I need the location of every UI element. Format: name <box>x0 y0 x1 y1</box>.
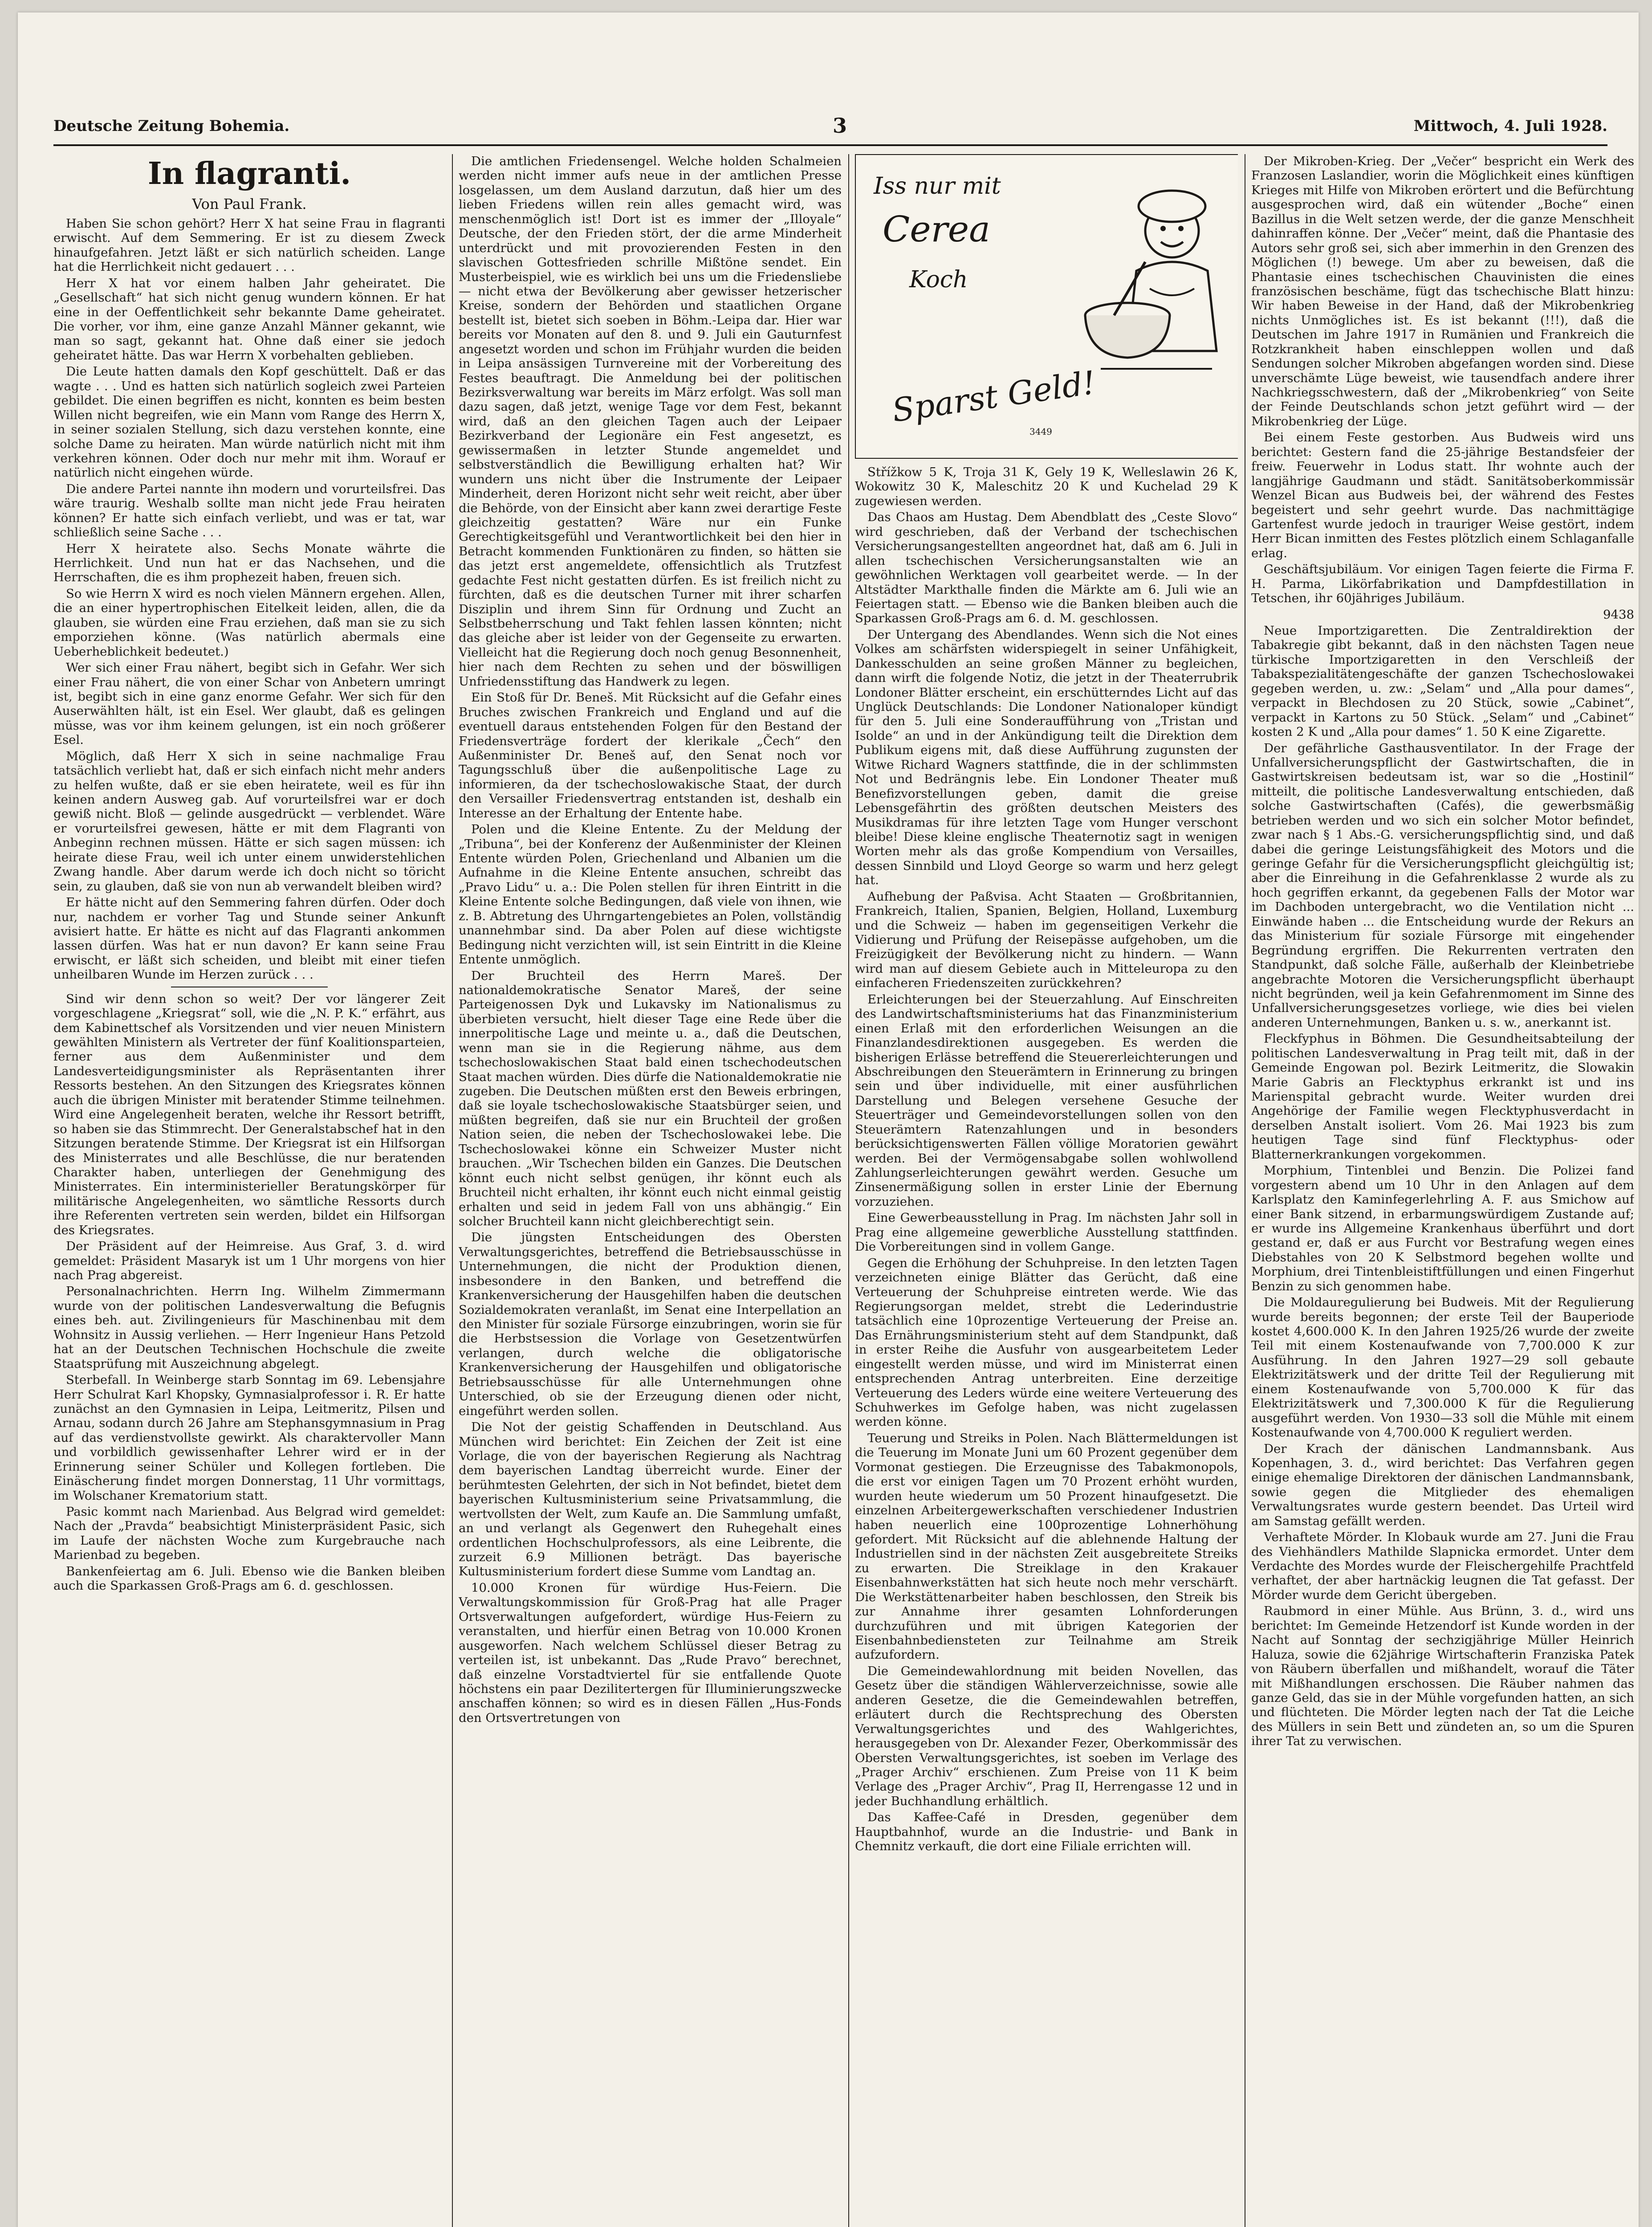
article-paragraph: Die andere Partei nannte ihn modern und vorurteilsfrei. Das wäre traurig. Weshalb sollte man nicht jede Frau heiraten können? Er hatte sich einfach verliebt, und was er tat, war schließlich seine Sache . . . <box>53 481 445 540</box>
news-item: Teuerung und Streiks in Polen. Nach Blättermeldungen ist die Teuerung im Monate Juni um 60 Prozent gegenüber dem Vormonat gestiegen. Die Erzeugnisse des Tabakmonopols, die erst vor einigen Tagen um 70 Prozent erhöht wurden, wurden heute wiederum um 50 Prozent hinaufgesetzt. Die einzelnen Arbeitergewerkschaften verschiedener Industrien haben neuerlich eine 100prozentige Lohnerhöhung gefordert. Mit Rücksicht auf die ablehnende Haltung der Industriellen sind in der nächsten Zeit ausgebreitete Streiks zu erwarten. Die Streiklage in den Krakauer Eisenbahnwerkstätten hat sich heute noch mehr verschärft. Die Werkstättenarbeiter haben beschlossen, den Streik bis zur Annahme ihrer gesamten Lohnforderungen durchzuführen und mit übrigen Kategorien der Eisenbahnbediensteten zur Teilnahme am Streik aufzufordern. <box>855 1431 1238 1662</box>
news-item: Die amtlichen Friedensengel. Welche holden Schalmeien werden nicht immer aufs neue in der amtlichen Presse losgelassen, um dem Ausland darzutun, daß hier um des lieben Friedens willen rein alles gemacht wird, was menschenmöglich ist! Dort ist es immer der „Illoyale“ Deutsche, der den Frieden stört, der die arme Minderheit unterdrückt und mit provozierenden Festen in den slavischen Gottesfrieden schrille Mißtöne sendet. Ein Musterbeispiel, wie es wirklich bei uns um die Friedensliebe — nicht etwa der Bevölkerung aber gewisser hetzerischer Kreise, sondern der Behörden und staatlichen Organe bestellt ist, bietet sich soeben in Böhm.-Leipa dar. Hier war bereits vor Monaten auf den 8. und 9. Juli ein Gauturnfest angesetzt worden und schon im Frühjahr wurden die beiden in Leipa ansässigen Turnvereine mit der Vorbereitung des Festes beauftragt. Die Anmeldung bei der politischen Bezirksverwaltung war bereits im März erfolgt. Was soll man dazu sagen, daß jetzt, wenige Tage vor dem Fest, bekannt wird, daß an den gleichen Tagen auch der Leipaer Bezirkverband der Legionäre ein Fest angesetzt, es gewissermaßen in letzter Stunde angemeldet und selbstverständlich die Bewilligung erhalten hat? Wir wundern uns nicht über die Instrumente der Leipaer Minderheit, deren Horizont nicht sehr weit reicht, aber über die Behörde, von der Einsicht aber kann zwei derartige Feste gleichzeitig gestatten? Wäre nur ein Funke Gerechtigkeitsgefühl und Verantwortlichkeit bei den hier in Betracht kommenden Funktionären zu finden, so hätten sie das jetzt erst angemeldete, offensichtlich als Trutzfest gedachte Fest nicht gestatten dürfen. Es ist freilich nicht zu fürchten, daß es die deutschen Turner mit ihrer scharfen Disziplin und ihrem Sinn für Ordnung und Zucht an Selbstbeherrschung und Takt fehlen lassen könnten; nicht das gleiche aber ist leider von der Gegenseite zu erwarten. Vielleicht hat die Regierung doch noch genug Besonnenheit, hier nach dem Rechten zu sehen und der böswilligen Unfriedensstiftung das Handwerk zu legen. <box>459 154 842 689</box>
news-item: Střížkow 5 K, Troja 31 K, Gely 19 K, Welleslawin 26 K, Wokowitz 30 K, Maleschitz 20 K und Kuchelad 29 K zugewiesen werden. <box>855 465 1238 508</box>
news-item: Bankenfeiertag am 6. Juli. Ebenso wie die Banken bleiben auch die Sparkassen Groß-Prags am 6. d. geschlossen. <box>53 1564 445 1593</box>
news-item: Personalnachrichten. Herrn Ing. Wilhelm Zimmermann wurde von der politischen Landesverwaltung die Befugnis eines beh. aut. Zivilingenieurs für Maschinenbau mit dem Wohnsitz in Aussig verliehen. — Herr Ingenieur Hans Petzold hat an der Deutschen Technischen Hochschule die zweite Staatsprüfung mit Auszeichnung abgelegt. <box>53 1284 445 1371</box>
news-item: Ein Stoß für Dr. Beneš. Mit Rücksicht auf die Gefahr eines Bruches zwischen Frankreich und England und auf die eventuell daraus entstehenden Folgen für den Bestand der Friedensverträge fordert der klerikale „Čech“ den Außenminister Dr. Beneš auf, den Senat noch vor Tagungsschluß über die außenpolitische Lage zu informieren, da der tschechoslowakische Staat, der durch den Versailler Friedensvertrag entstanden ist, deshalb ein Interesse an der Erhaltung der Entente habe. <box>459 690 842 820</box>
news-item: Das Chaos am Hustag. Dem Abendblatt des „Ceste Slovo“ wird geschrieben, daß der Verband der tschechischen Versicherungsangestellten angeordnet hat, daß am 6. Juli in allen tschechischen Versicherungsanstalten wie an gewöhnlichen Werktagen voll gearbeitet werde. — In der Altstädter Markthalle finden die Märkte am 6. Juli wie an Feiertagen statt. — Ebenso wie die Banken bleiben auch die Sparkassen Groß-Prags am 6. d. M. geschlossen. <box>855 510 1238 626</box>
news-item: 10.000 Kronen für würdige Hus-Feiern. Die Verwaltungskommission für Groß-Prag hat alle Prager Ortsverwaltungen aufgefordert, würdige Hus-Feiern zu veranstalten, und hierfür einen Betrag von 10.000 Kronen ausgeworfen. Nach welchem Schlüssel dieser Betrag zu verteilen ist, ist unbekannt. Das „Rude Pravo“ berechnet, daß einzelne Vorstadtviertel für sie entfallende Quote höchstens ein paar Dezilitertergen für Illuminierungszwecke anschaffen können; so wird es in diesen Fällen „Hus-Fonds den Ortsvertretungen von <box>459 1580 842 1725</box>
issue-date: Mittwoch, 4. Juli 1928. <box>1413 117 1607 135</box>
newspaper-name: Deutsche Zeitung Bohemia. <box>53 117 290 135</box>
news-item: Der Untergang des Abendlandes. Wenn sich die Not eines Volkes am schärfsten widerspiegelt in seiner Unfähigkeit, Dankesschulden an seine großen Männer zu begleichen, dann wirft die folgende Notiz, die jetzt in der Theaterrubrik Londoner Blätter erscheint, ein erschütterndes Licht auf das Unglück Deutschlands: Die Londoner Nationaloper kündigt für den 5. Juli eine Sonderaufführung von „Tristan und Isolde“ an und in der Ankündigung teilt die Direktion dem Publikum eigens mit, daß diese Aufführung zugunsten der Witwe Richard Wagners stattfinde, die in der schlimmsten Not und Bedrängnis lebe. Ein Londoner Theater muß Benefizvorstellungen geben, damit die greise Lebensgefährtin des größten deutschen Meisters des Musikdramas für ihre letzten Tage vom Hunger verschont bleibe! Diese kleine englische Theaternotiz sagt in wenigen Worten mehr als das große Kompendium von Versailles, dessen Sinnbild und Lloyd George so warm und herz gelegt hat. <box>855 627 1238 888</box>
news-item: Der Präsident auf der Heimreise. Aus Graf, 3. d. wird gemeldet: Präsident Masaryk ist um 1 Uhr morgens von hier nach Prag abgereist. <box>53 1239 445 1283</box>
news-item: Der gefährliche Gasthausventilator. In der Frage der Unfallversicherungspflicht der Gastwirtschaften, die in Gastwirtskreisen bedeutsam ist, war so die „Hostinil“ mitteilt, die politische Landesverwaltung entschieden, daß solche Gastwirtschaften (Cafés), die gewerbsmäßig betrieben werden und wo sich ein solcher Motor befindet, zwar nach § 1 Abs.-G. versicherungspflichtig sind, und daß dabei die geringe Leistungsfähigkeit des Motors und die geringe Gefahr für die Versicherungspflicht gleichgültig ist; aber die Einreihung in die Gefahrenklasse 2 wurde als zu hoch gegriffen erkannt, da gegebenen Falls der Motor war im Dachboden untergebracht, wo die Ventilation nicht ... Einwände haben ... die Entscheidung wurde der Rekurs an das Ministerium für soziale Fürsorge mit eingehender Begründung ergriffen. Die Rekurrenten vertraten den Standpunkt, daß solche Fälle, außerhalb der Kleinbetriebe angebrachte Motoren die Versicherungspflicht überhaupt nicht begründen, weil ja kein Gefahrenmoment im Sinne des Unfallversicherungsgesetzes vorliege, wie dies bei vielen anderen Unternehmungen, Banken u. s. w., anerkannt ist. <box>1251 741 1634 1030</box>
news-item: Der Mikroben-Krieg. Der „Večer“ bespricht ein Werk des Franzosen Laslandier, worin die Möglichkeit eines künftigen Krieges mit Hilfe von Mikroben erörtert und die Befürchtung ausgesprochen wird, daß ein wütender „Boche“ einen Bazillus in die Welt setzen werde, der die ganze Menschheit dahinraffen könne. Der „Večer“ meint, daß die Phantasie des Autors sehr groß sei, sich aber immerhin in den Grenzen des Möglichen (!) bewege. Um aber zu beweisen, daß die Phantasie eines tschechischen Chauvinisten die eines französischen beschäme, fügt das tschechische Blatt hinzu: Wir haben Beweise in der Hand, daß der Mikrobenkrieg nichts Unmögliches ist. Es ist bekannt (!!!), daß die Deutschen im Jahre 1917 in Rumänien und Frankreich die Rotzkrankheit haben einschleppen wollen und daß Sendungen solcher Mikroben abgefangen worden sind. Diese unverschämte Lüge beweist, wie tausendfach andere ihrer Nachkriegsschwestern, daß der „Mikrobenkrieg“ von Seite der Feinde Deutschlands schon jetzt geführt wird — der Mikrobenkrieg der Lüge. <box>1251 154 1634 428</box>
news-item: Die Gemeindewahlordnung mit beiden Novellen, das Gesetz über die ständigen Wählerverzeichnisse, sowie alle anderen Gesetze, die die Gemeindewahlen betreffen, erläutert durch die Rechtsprechung des Obersten Verwaltungsgerichtes und des Wahlgerichtes, herausgegeben von Dr. Alexander Fezer, Oberkommissär des Obersten Verwaltungsgerichtes, ist soeben im Verlage des „Prager Archiv“ erschienen. Zum Preise von 11 K beim Verlage des „Prager Archiv“, Prag II, Herrengasse 12 und in jeder Buchhandlung erhältlich. <box>855 1664 1238 1808</box>
news-item: Bei einem Feste gestorben. Aus Budweis wird uns berichtet: Gestern fand die 25-jährige Bestandsfeier der freiw. Feuerwehr in Lodus statt. Ihr wohnte auch der langjährige Gaudmann und städt. Sanitätsoberkommissär Wenzel Bican aus Budweis bei, der während des Festes begeistert und sehr geehrt wurde. Das nachmittägige Gartenfest wurde jedoch in trauriger Weise gestört, indem Herr Bican inmitten des Festes plötzlich einem Schlaganfalle erlag. <box>1251 430 1634 560</box>
news-item: Aufhebung der Paßvisa. Acht Staaten — Großbritannien, Frankreich, Italien, Spanien, Belgien, Holland, Luxemburg und die Schweiz — haben im gegenseitigen Verkehr die Vidierung und Prüfung der Reisepässe aufgehoben, um die Freizügigkeit der Bevölkerung nicht zu hindern. — Wann wird man auf diesem Gebiete auch in Mitteleuropa zu den einfacheren Friedenszeiten zurückkehren? <box>855 889 1238 991</box>
news-item: Sterbefall. In Weinberge starb Sonntag im 69. Lebensjahre Herr Schulrat Karl Khopsky, Gymnasialprofessor i. R. Er hatte zunächst an den Gymnasien in Leipa, Leitmeritz, Pilsen und Arnau, sodann durch 26 Jahre am Stephansgymnasium in Prag auf das verdienstvollste gewirkt. Als charaktervoller Mann und vorbildlich gewissenhafter Lehrer wird er in der Erinnerung seiner Schüler und Kollegen fortleben. Die Einäscherung findet morgen Donnerstag, 11 Uhr vormittags, im Wolschaner Krematorium statt. <box>53 1373 445 1503</box>
news-item: Erleichterungen bei der Steuerzahlung. Auf Einschreiten des Landwirtschaftsministeriums hat das Finanzministerium einen Erlaß mit den erforderlichen Weisungen an die Finanzlandesdirektionen ausgegeben. Es werden die bisherigen Erlässe betreffend die Steuererleichterungen und Abschreibungen den Steuerämtern in Erinnerung zu bringen sein und über individuelle, mit einer ausführlichen Darstellung und Belegen versehene Gesuche der Steuerträger und Gemeindevorstellungen sollen von den Steuerämtern Ratenzahlungen und in besonders berücksichtigenswerten Fällen völlige Moratorien gewährt werden. Bei der Vermögensabgabe sollen wohlwollend Zahlungserleichterungen gewährt werden. Gesuche um Zinsenermäßigung sollen in erster Linie der Ebernung vorzuziehen. <box>855 992 1238 1209</box>
news-item: Verhaftete Mörder. In Klobauk wurde am 27. Juni die Frau des Viehhändlers Mathilde Slapnicka ermordet. Unter dem Verdachte des Mordes wurde der Fleischergehilfe Prachtfeld verhaftet, der aber hartnäckig leugnen die Tat gefasst. Der Mörder wurde dem Gericht übergeben. <box>1251 1530 1634 1602</box>
news-item: Die Not der geistig Schaffenden in Deutschland. Aus München wird berichtet: Ein Zeichen der Zeit ist eine Vorlage, die von der bayerischen Regierung als Nachtrag dem bayerischen Landtag überreicht wurde. Einer der berühmtesten Gelehrten, der sich in Not befindet, bietet dem bayerischen Kultusministerium seine Privatsammlung, die wertvollsten der Welt, zum Kaufe an. Die Sammlung umfaßt, an und verlangt als Gegenwert den Ruhegehalt eines ordentlichen Hochschulprofessors, als eine Leibrente, die zurzeit 6.9 Millionen beträgt. Das bayerische Kultusministerium fordert diese Summe vom Landtag an. <box>459 1420 842 1579</box>
advertisement <box>855 154 1238 459</box>
ad-brand: Cerea <box>883 208 990 250</box>
feuilleton-title: In flagranti. <box>147 156 351 192</box>
news-item: Neue Importzigaretten. Die Zentraldirektion der Tabakregie gibt bekannt, daß in den nächsten Tagen neue türkische Importzigaretten in den Verschleiß der Tabakspezialitätengeschäfte der ganzen Tschechoslowakei gegeben werden, u. zw.: „Selam“ und „Alla pour dames“, verpackt in Blechdosen zu 20 Stück, sowie „Cabinet“, verpackt in Kartons zu 50 Stück. „Selam“ und „Cabinet“ kosten 2 K und „Alla pour dames“ 1. 50 K eine Zigarette. <box>1251 624 1634 739</box>
article-paragraph: Herr X hat vor einem halben Jahr geheiratet. Die „Gesellschaft“ hat sich nicht genug wundern können. Er hat eine in der Oeffentlichkeit sehr bekannte Dame geheiratet. Die vorher, vor ihm, eine ganze Anzahl Männer gekannt, wie man so sagt, gekannt hat. Ohne daß einer sie jedoch geheiratet hätte. Das war Herrn X vorbehalten geblieben. <box>53 276 445 363</box>
feuilleton-byline: Von Paul Frank. <box>192 196 307 213</box>
news-item: Der Bruchteil des Herrn Mareš. Der nationaldemokratische Senator Mareš, der seine Parteigenossen Dyk und Lukavsky im Nationalismus zu überbieten versucht, hielt dieser Tage eine Rede über die innerpolitische Lage und meinte u. a., daß die Deutschen, wenn man sie in die Regierung nähme, aus dem tschechoslowakischen Staat bald einen tschechodeutschen Staat machen würden. Dies dürfe die Nationaldemokratie nie zugeben. Die Deutschen müßten erst den Beweis erbringen, daß sie loyale tschechoslowakische Staatsbürger seien, und müßten begreifen, daß sie nur ein Bruchteil der großen Nation seien, die neben der Tschechoslowakei lebe. Die Tschechoslowakei könne ein Schweizer Muster nicht brauchen. „Wir Tschechen bilden ein Ganzes. Die Deutschen könnt euch nicht selbst genügen, ihr könnt euch als Bruchteil nicht erhalten, ihr könnt euch nicht einmal geistig erhalten und seid in jedem Fall von uns abhängig.“ Ein solcher Bruchteil kann nicht gleichberechtigt sein. <box>459 968 842 1228</box>
column-2 <box>459 154 842 2227</box>
article-paragraph: So wie Herrn X wird es noch vielen Männern ergehen. Allen, die an einer hypertrophischen Eitelkeit leiden, allen, die da glauben, sie würden eine Frau erziehen, daß man sie zu sich emporziehen könne. (Was natürlich abermals eine Ueberheblichkeit bedeutet.) <box>53 586 445 659</box>
column-1 <box>53 154 445 2227</box>
column-rule <box>452 154 453 2227</box>
header-rule <box>53 144 1607 146</box>
news-item: Gegen die Erhöhung der Schuhpreise. In den letzten Tagen verzeichneten einige Blätter das Gerücht, daß eine Verteuerung der Schuhpreise eintreten werde. Wie das Regierungsorgan meldet, strebt die Lederindustrie tatsächlich eine 10prozentige Verteuerung der Preise an. Das Ernährungsministerium steht auf dem Standpunkt, daß in erster Reihe die Ausfuhr von ausgearbeitetem Leder eingestellt werden müsse, und wird im Ministerrat einen entsprechenden Antrag unterbreiten. Eine derzeitige Verteuerung des Leders würde eine weitere Verteuerung des Schuhwerkes im Gefolge haben, was nicht zugelassen werden könne. <box>855 1256 1238 1429</box>
ad-slogan: Sparst Geld! <box>890 363 1098 429</box>
column-rule <box>848 154 849 2227</box>
ad-text: Iss nur mit <box>874 173 1001 200</box>
news-item: Raubmord in einer Mühle. Aus Brünn, 3. d., wird uns berichtet: Im Gemeinde Hetzendorf ist Kunde worden in der Nacht auf Sonntag der sechzigjährige Müller Heinrich Haluza, sowie die 62jährige Wirtschafterin Franziska Patek von Räubern überfallen und mißhandelt, worauf die Täter mit Mißhandlungen erschossen. Die Räuber nahmen das ganze Geld, das sie in der Mühle vorgefunden hatten, an sich und flüchteten. Die Mörder legten nach der Tat die Leiche des Müllers in sein Bett und zündeten an, so um die Spuren ihrer Tat zu verwischen. <box>1251 1604 1634 1749</box>
article-paragraph: Möglich, daß Herr X sich in seine nachmalige Frau tatsächlich verliebt hat, daß er sich einfach nicht mehr anders zu helfen wußte, daß er sie eben heiratete, weil es für ihn keinen andern Ausweg gab. Auf vorurteilsfrei war er doch gewiß nicht. Bloß — gelinde ausgedrückt — verblendet. Wäre er vorurteilsfrei gewesen, hätte er mit dem Flagranti von Anbeginn rechnen müssen. Hätte er sich sagen müssen: ich heirate diese Frau, weil ich unter einem unwiderstehlichen Zwang handle. Aber darum werde ich doch nicht so töricht sein, zu glauben, daß sie von nun ab verwandelt bleiben wird? <box>53 749 445 893</box>
article-paragraph: Die Leute hatten damals den Kopf geschüttelt. Daß er das wagte . . . Und es hatten sich natürlich sogleich zwei Parteien gebildet. Die einen begriffen es nicht, konnten es beim besten Willen nicht begreifen, wie ein Mann vom Range des Herrn X, in seiner sozialen Stellung, sich dazu verstehen konnte, eine solche Dame zu heiraten. Man würde natürlich nicht mit ihm verkehren können. Oder doch nur mehr mit ihm. Worauf er natürlich nicht eingehen würde. <box>53 364 445 480</box>
page-header <box>53 114 1607 144</box>
news-item: Pasic kommt nach Marienbad. Aus Belgrad wird gemeldet: Nach der „Pravda“ beabsichtigt Ministerpräsident Pasic, sich im Laufe der nächsten Woche zum Kurgebrauche nach Marienbad zu begeben. <box>53 1505 445 1562</box>
news-item: Die Moldauregulierung bei Budweis. Mit der Regulierung wurde bereits begonnen; der erste Teil der Bauperiode kostet 4,600.000 K. In den Jahren 1925/26 wurde der zweite Teil mit einem Kostenaufwande von 7,700.000 K zur Ausführung. In den Jahren 1927—29 soll gebaute Elektrizitätswerk und der dritte Teil der Regulierung mit einem Kostenaufwande von 5,700.000 K für das Elektrizitätswerk und 7,300.000 K für die Regulierung ausgeführt werden. Von 1930—33 soll die Mühle mit einem Kostenaufwande von 4,700.000 K reguliert werden. <box>1251 1295 1634 1440</box>
news-item: Geschäftsjubiläum. Vor einigen Tagen feierte die Firma F. H. Parma, Likörfabrikation und Dampfdestillation in Tetschen, ihr 60jähriges Jubiläum. <box>1251 562 1634 606</box>
news-item: Die jüngsten Entscheidungen des Obersten Verwaltungsgerichtes, betreffend die Betriebsausschüsse in Unternehmungen, die nicht der Produktion dienen, insbesondere in den Banken, und betreffend die Krankenversicherung der Hausgehilfen haben die deutschen Sozialdemokraten veranlaßt, im Senat eine Interpellation an den Minister für soziale Fürsorge einzubringen, worin sie für die Herbstsession die Vorlage von Gesetzentwürfen verlangen, durch welche die obligatorische Krankenversicherung der Hausgehilfen und obligatorische Betriebsausschüsse für alle Unternehmungen ohne Unterschied, ob sie der Erzeugung dienen oder nicht, eingeführt werden sollen. <box>459 1230 842 1418</box>
ad-number: 3449 <box>1029 426 1052 437</box>
news-item: Sind wir denn schon so weit? Der vor längerer Zeit vorgeschlagene „Kriegsrat“ soll, wie die „N. P. K.“ erfährt, aus dem Kabinettschef als Vorsitzenden und vier neuen Ministern gewählten Ministern als Vertreter der fünf Koalitionsparteien, ferner aus dem Außenminister und dem Landesverteidigungsminister als Repräsentanten ihrer Ressorts bestehen. An den Sitzungen des Kriegsrates können auch die übrigen Minister mit beratender Stimme teilnehmen. Wird eine Angelegenheit beraten, welche ihr Ressort betrifft, so haben sie das Stimmrecht. Der Generalstabschef hat in den Sitzungen beratende Stimme. Der Kriegsrat ist ein Hilfsorgan des Ministerrates und alle Beschlüsse, die nur beratenden Charakter haben, unterliegen der Genehmigung des Ministerrates. Ein interministerieller Beratungskörper für militärische Angelegenheiten, wo sämtliche Ressorts durch ihre Referenten vertreten sein werden, bildet ein Hilfsorgan des Kriegsrates. <box>53 991 445 1237</box>
news-item: Fleckfyphus in Böhmen. Die Gesundheitsabteilung der politischen Landesverwaltung in Prag teilt mit, daß in der Gemeinde Engowan pol. Bezirk Leitmeritz, die Slowakin Marie Gabris an Flecktyphus erkrankt ist und ins Marienspital gebracht wurde. Weiter wurden drei Angehörige der Familie wegen Flecktyphusverdacht in derselben Anstalt isoliert. Vom 26. Mai 1923 bis zum heutigen Tage sind fünf Flecktyphus- oder Blatternerkrankungen vorgekommen. <box>1251 1032 1634 1162</box>
chef-illustration <box>1061 182 1230 387</box>
column-3 <box>855 154 1238 2227</box>
column-4 <box>1251 154 1634 2227</box>
news-item: Morphium, Tintenblei und Benzin. Die Polizei fand vorgestern abend um 10 Uhr in den Anlagen auf dem Karlsplatz den Kaminfegerlehrling A. F. aus Smichow auf einer Bank sitzend, in erbarmungswürdigem Zustande auf; er wurde ins Allgemeine Krankenhaus überführt und dort gestand er, daß er aus Furcht vor Bestrafung wegen eines Diebstahles von 20 K Selbstmord begehen wollte und Morphium, drei Tintenbleistiftfüllungen und einen Fingerhut Benzin zu sich genommen habe. <box>1251 1163 1634 1293</box>
news-item: Eine Gewerbeausstellung in Prag. Im nächsten Jahr soll in Prag eine allgemeine gewerbliche Ausstellung stattfinden. Die Vorbereitungen sind in vollem Gange. <box>855 1211 1238 1254</box>
ad-text: Koch <box>909 266 968 293</box>
article-paragraph: Er hätte nicht auf den Semmering fahren dürfen. Oder doch nur, nachdem er vorher Tag und Stunde seiner Ankunft avisiert hatte. Er hätte es nicht auf das Flagranti ankommen lassen dürfen. Was hat er nun davon? Er kann seine Frau erwischt, er läßt sich scheiden, und bleibt mit einer tiefen unheilbaren Wunde im Herzen zurück . . . <box>53 895 445 982</box>
news-item: Der Krach der dänischen Landmannsbank. Aus Kopenhagen, 3. d., wird berichtet: Das Verfahren gegen einige ehemalige Direktoren der dänischen Landmannsbank, sowie gegen die Mitglieder des ehemaligen Verwaltungsrates wurde gestern beendet. Das Urteil wird am Samstag gefällt werden. <box>1251 1441 1634 1528</box>
article-paragraph: Haben Sie schon gehört? Herr X hat seine Frau in flagranti erwischt. Auf dem Semmering. Er ist zu diesem Zweck hinaufgefahren. Jetzt läßt er sich natürlich scheiden. Lange hat die Herrlichkeit nicht gedauert . . . <box>53 216 445 274</box>
newspaper-page <box>18 12 1639 2227</box>
notice-number: 9438 <box>1603 607 1634 622</box>
news-item: Das Kaffee-Café in Dresden, gegenüber dem Hauptbahnhof, wurde an die Industrie- und Bank in Chemnitz verkauft, die dort eine Filiale errichten will. <box>855 1810 1238 1854</box>
page-number: 3 <box>833 114 847 138</box>
news-item: Polen und die Kleine Entente. Zu der Meldung der „Tribuna“, bei der Konferenz der Außenminister der Kleinen Entente würden Polen, Griechenland und Albanien um die Aufnahme in die Kleine Entente ansuchen, schreibt das „Pravo Lidu“ u. a.: Die Polen stellen für ihren Eintritt in die Kleine Entente solche Bedingungen, daß viele von ihnen, wie z. B. Abtretung des Uhrngartengebietes an Polen, vollständig unannehmbar sind. Da aber Polen auf diese wichtigste Bedingung nicht verzichten will, ist sein Eintritt in die Kleine Entente unmöglich. <box>459 822 842 967</box>
article-paragraph: Herr X heiratete also. Sechs Monate währte die Herrlichkeit. Und nun hat er das Nachsehen, und die Herrschaften, die es ihm prophezeit haben, freuen sich. <box>53 541 445 585</box>
article-paragraph: Wer sich einer Frau nähert, begibt sich in Gefahr. Wer sich einer Frau nähert, die von einer Schar von Anbetern umringt ist, begibt sich in eine ganz enorme Gefahr. Wer sich für den Auserwählten hält, ist ein Esel. Wer glaubt, daß es gelingen müsse, was vor ihm keinem gelungen, ist ein noch größerer Esel. <box>53 661 445 747</box>
